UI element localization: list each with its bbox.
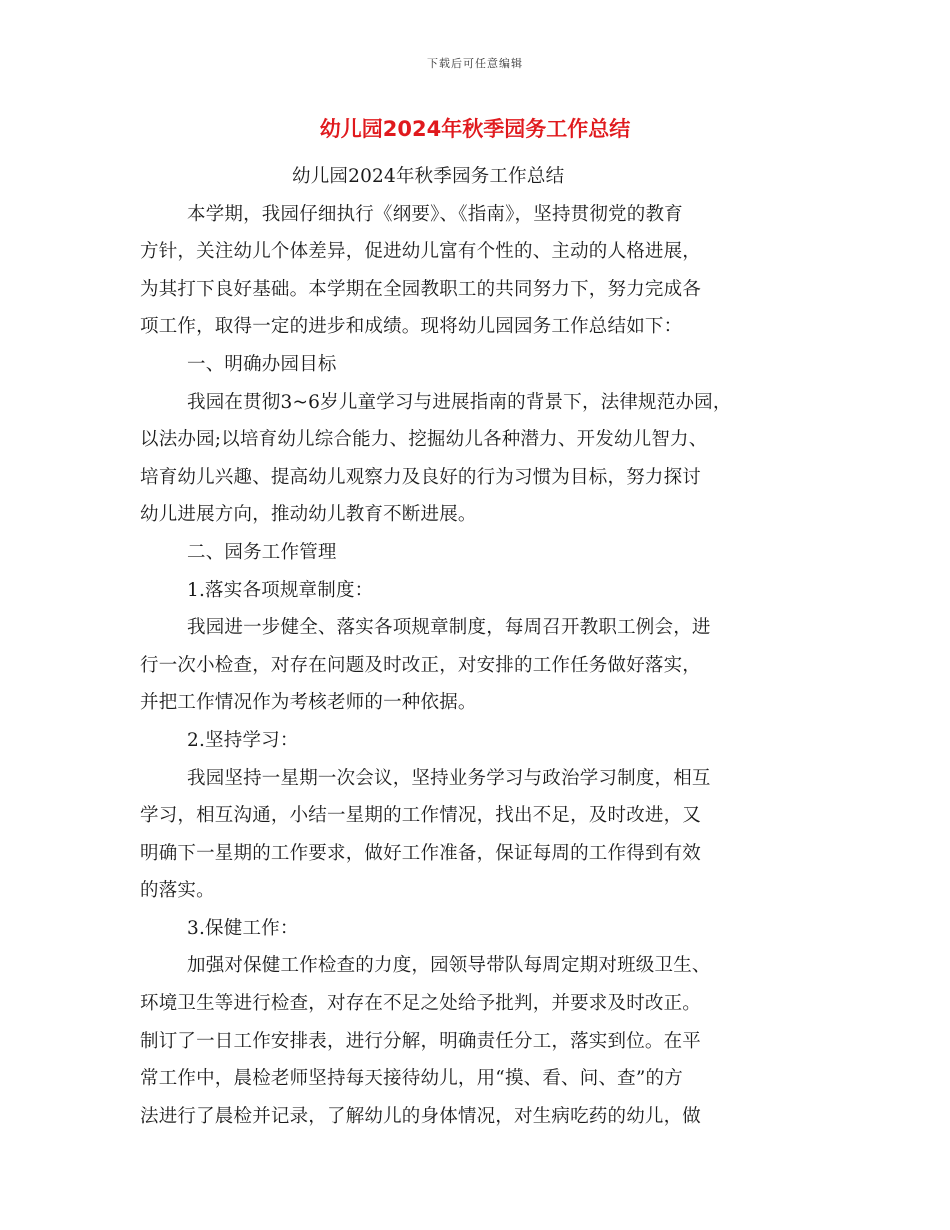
paragraph-line: 的落实。	[140, 880, 215, 902]
paragraph-line: 加强对保健工作检查的力度，园领导带队每周定期对班级卫生、	[187, 955, 711, 977]
header-note: 下载后可任意编辑	[427, 57, 523, 70]
paragraph-line: 明确下一星期的工作要求，做好工作准备，保证每周的工作得到有效	[140, 842, 702, 864]
paragraph-line: 我园坚持一星期一次会议，坚持业务学习与政治学习制度，相互	[187, 767, 711, 789]
section-heading: 二、园务工作管理	[187, 541, 337, 563]
paragraph-line: 我园在贯彻3~6岁儿童学习与进展指南的背景下，法律规范办园，	[187, 391, 732, 413]
paragraph-line: 学习，相互沟通，小结一星期的工作情况，找出不足，及时改进，又	[140, 805, 702, 827]
section-heading: 一、明确办园目标	[187, 353, 337, 375]
paragraph-line: 制订了一日工作安排表，进行分解，明确责任分工，落实到位。在平	[140, 1030, 702, 1052]
paragraph-line: 培育幼儿兴趣、提高幼儿观察力及良好的行为习惯为目标，努力探讨	[140, 466, 702, 488]
paragraph-line: 并把工作情况作为考核老师的一种依据。	[140, 692, 477, 714]
paragraph-line: 环境卫生等进行检查，对存在不足之处给予批判，并要求及时改正。	[140, 993, 702, 1015]
paragraph-line: 以法办园;以培育幼儿综合能力、挖掘幼儿各种潜力、开发幼儿智力、	[140, 429, 708, 451]
subsection-heading: 2.坚持学习：	[187, 729, 299, 751]
document-body	[140, 158, 812, 1135]
paragraph-line: 行一次小检查，对存在问题及时改正，对安排的工作任务做好落实，	[140, 654, 702, 676]
paragraph-line: 幼儿进展方向，推动幼儿教育不断进展。	[140, 504, 477, 526]
paragraph-line: 本学期，我园仔细执行《纲要》、《指南》，坚持贯彻党的教育	[187, 203, 683, 225]
paragraph-line: 方针，关注幼儿个体差异，促进幼儿富有个性的、主动的人格进展，	[140, 241, 702, 263]
subsection-heading: 1.落实各项规章制度：	[187, 579, 374, 601]
subsection-heading: 3.保健工作：	[187, 917, 299, 939]
paragraph-line: 项工作，取得一定的进步和成绩。现将幼儿园园务工作总结如下：	[140, 316, 683, 338]
paragraph-line: 法进行了晨检并记录，了解幼儿的身体情况，对生病吃药的幼儿，做	[140, 1105, 702, 1127]
paragraph-line: 常工作中，晨检老师坚持每天接待幼儿，用“摸、看、问、查”的方	[140, 1068, 683, 1090]
document-title: 幼儿园2024年秋季园务工作总结	[319, 117, 631, 141]
document-subtitle: 幼儿园2024年秋季园务工作总结	[292, 166, 565, 187]
paragraph-line: 为其打下良好基础。本学期在全园教职工的共同努力下，努力完成各	[140, 278, 702, 300]
paragraph-line: 我园进一步健全、落实各项规章制度，每周召开教职工例会，进	[187, 617, 711, 639]
